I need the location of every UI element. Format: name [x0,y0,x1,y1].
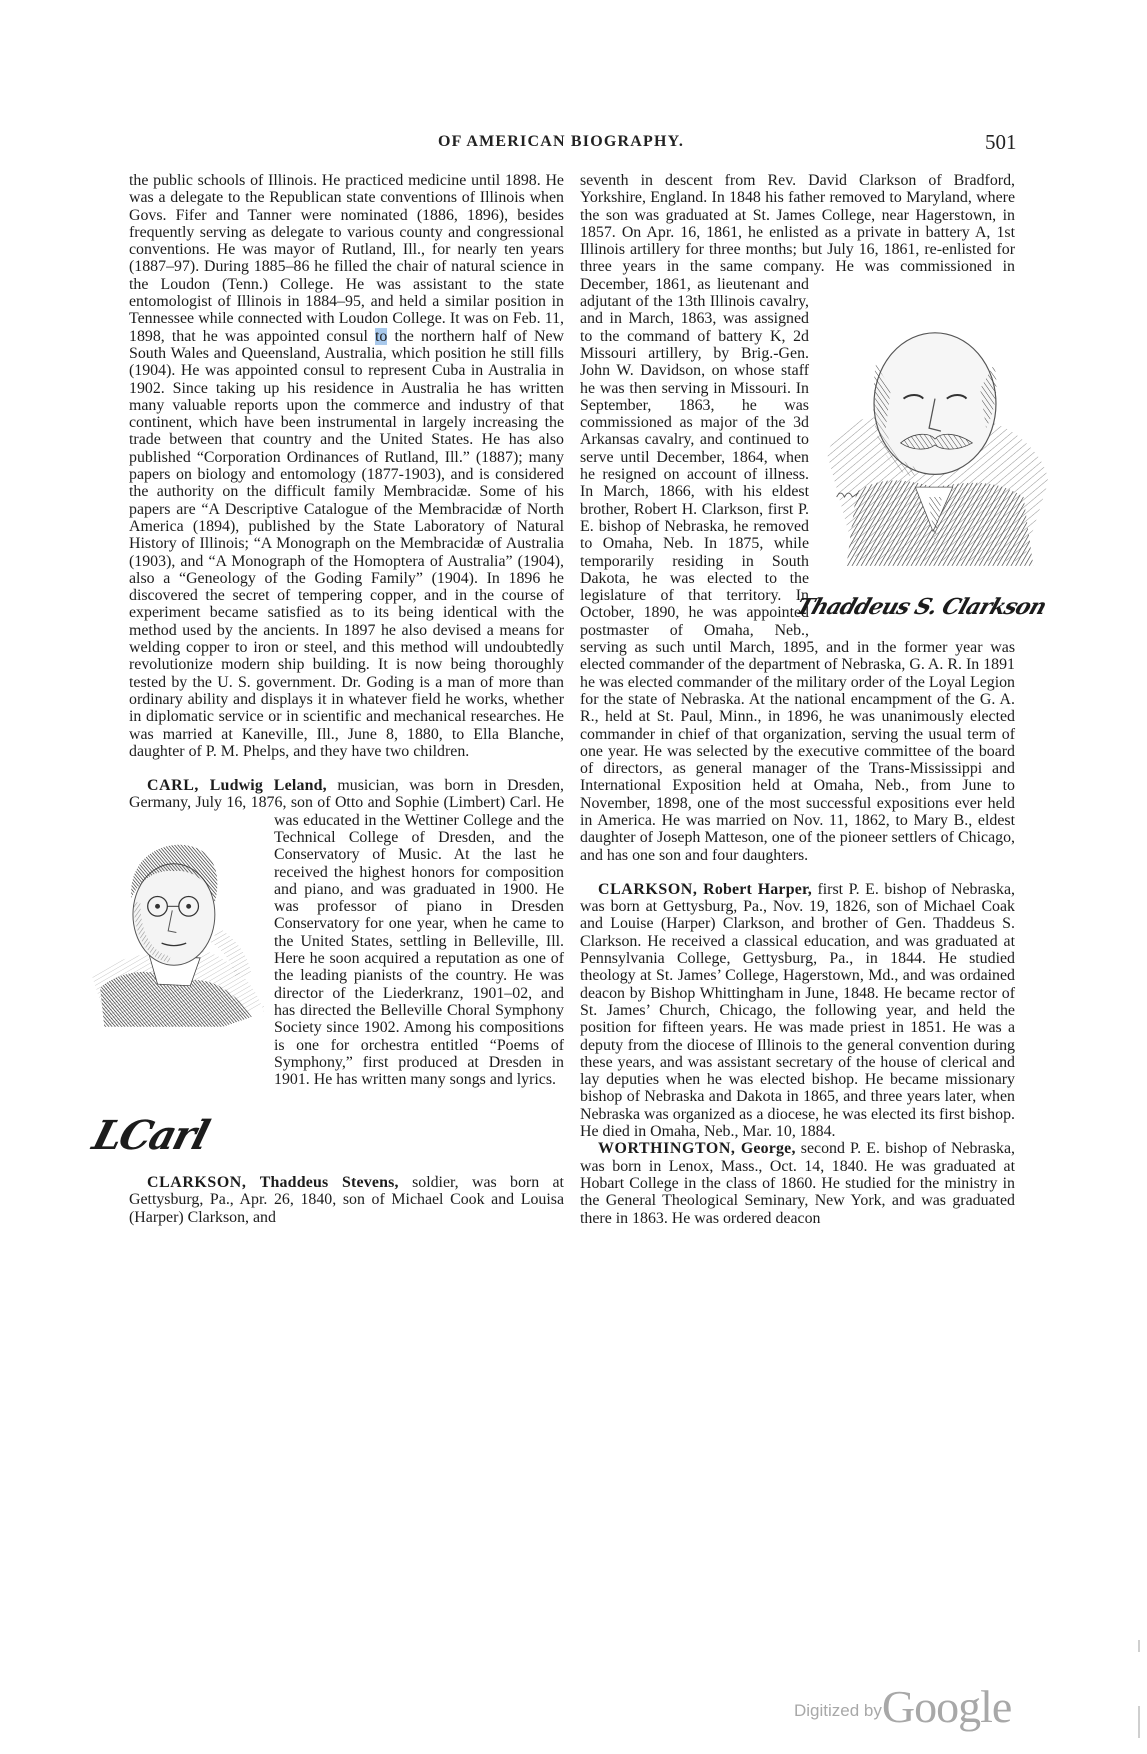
google-watermark: Digitized byGoogle [794,1681,1012,1732]
carl-entry [87,777,564,1160]
left-column [87,172,564,1226]
clarkson-thaddeus-entry: CLARKSON, Thaddeus Stevens, soldier, was born at Gettysburg, Pa., Apr. 26, 1840, son of Michael Cook and Louisa (Harper) Clarkson, and [129,1174,564,1226]
running-head: OF AMERICAN BIOGRAPHY. [438,133,685,150]
layout-spacer [1052,172,1053,293]
carl-headword: CARL, Ludwig Leland, [147,777,327,795]
clarkson-engraving-image [817,293,1053,583]
page-number: 501 [985,130,1017,154]
clarkson-portrait [792,293,1053,633]
carl-engraving-image [92,812,264,1112]
layout-spacer [92,777,93,812]
clarkson-robert-headword: CLARKSON, Robert Harper, [598,880,812,898]
right-column [580,172,1050,1227]
worthington-headword: WORTHINGTON, George, [598,1140,796,1158]
selected-word[interactable]: to [374,327,388,345]
clarkson-signature: Thaddeus S. Clarkson [792,594,1050,620]
scan-artifact [1138,1640,1140,1652]
carl-portrait [87,812,264,1174]
google-logo: Google [881,1681,1012,1732]
scan-artifact [1138,1706,1140,1738]
goding-entry-continuation: the public schools of Illinois. He practiced medicine until 1898. He was a delegate to the Republican state conventions of Illinois when Govs. Fifer and Tanner were nominated (1886, 1896), besides frequently serving as delegate to various county and congressional conventions. He was mayor of Rutland, Ill., for nearly ten years (1887–97). During 1885–86 he filled the chair of natural science in the Loudon (Tenn.) College. He was assistant to the state entomologist of Illinois in 1884–95, and held a similar position in Tennessee while connected with Loudon College. It was on Feb. 11, 1898, that he was appointed consul to the northern half of New South Wales and Queensland, Australia, which position he still fills (1904). He was appointed consul to represent Cuba in Australia in 1902. Since taking up his residence in Australia he has written many valuable reports upon the commerce and industry of that continent, which have been instrumental in largely increasing the trade between that country and the United States. He has also published “Corporation Ordinances of Rutland, Ill.” (1887); many papers on biology and entomology (1877-1903), and is considered the authority on the difficult family Membracidæ. Some of his papers are “A Descriptive Catalogue of the Membracidæ of North America (1894), published by the State Laboratory of Natural History of Illinois; “A Monograph on the Membracidæ of Australia (1903), and “A Monograph of the Homoptera of Australia” (1904), also a “Geneology of the Goding Family” (1904). In 1896 he discovered the secret of tempering copper, and in the course of experiment became satisfied as to its being identical with the method used by the ancients. In 1897 he also devised a means for welding copper to iron or steel, and this method will undoubtedly revolutionize modern ship building. It is now being thoroughly tested by the U. S. government. Dr. Goding is a man of more than ordinary ability and displays it in whatever field he works, whether in diplomatic service or in scientific and mechanical researches. He was married at Kaneville, Ill., June 8, 1880, to Ella Blanche, daughter of P. M. Phelps, and they have two children. [129,172,564,760]
clarkson-thaddeus-continuation: Thaddeus S. Clarkson seventh in descent from Rev. David Clarkson of Bradford, Yorkshire, England. In 1848 his father removed to Maryland, where the son was graduated at St. James College, near Hagerstown, in 1857. On Apr. 16, 1861, he enlisted as a private in battery A, 1st Illinois artillery for three months; but July 16, 1861, re-enlisted for three years in the same company. He was commissioned in December, 1861, as lieutenant and adjutant of the 13th Illinois cavalry, and in March, 1863, was assigned to the command of battery K, 2d Missouri artillery, by Brig.-Gen. John W. Davidson, on whose staff he was then serving in Missouri. In September, 1863, he was commissioned as major of the 3d Arkansas cavalry, and continued to serve until December, 1864, when he resigned on account of illness. In March, 1866, with his eldest brother, Robert H. Clarkson, first P. E. bishop of Nebraska, he removed to Omaha, Neb. In 1875, while temporarily residing in South Dakota, he was elected to the legislature of that territory. In October, 1890, he was appointed postmaster of Omaha, Neb., serving as such until March, 1895, and in the former year was elected commander of the department of Nebraska, G. A. R. In 1891 he was elected commander of the military order of the Loyal Legion for the state of Nebraska. At the national encampment of the G. A. R., held at St. Paul, Minn., in 1896, he was unanimously elected commander in chief of that organization, serving the usual term of one year. He was selected by the executive committee of the board of directors, as general manager of the Trans-Mississippi and International Exposition held at Omaha, Neb., from June to November, 1898, one of the most successful expositions ever held in America. He was married on Nov. 11, 1862, to Mary B., eldest daughter of Joseph Matteson, one of the pioneer settlers of Chicago, and has one son and four daughters. [580,172,1015,864]
clarkson-robert-entry: CLARKSON, Robert Harper, first P. E. bishop of Nebraska, was born at Gettysburg, Pa., Nov. 19, 1826, son of Michael Coak and Louise (Harper) Clarkson, and brother of Gen. Thaddeus S. Clarkson. He received a classical education, and was graduated at Pennsylvania College, Gettysburg, Pa., in 1844. He studied theology at St. James’ College, Hagerstown, Md., and was ordained deacon by Bishop Whittingham in June, 1848. He became rector of St. James’ Church, Chicago, the following year, and held the position for fifteen years. He was made priest in 1851. He was a deputy from the diocese of Illinois to the general convention during these years, and was assistant secretary of the house of clerical and lay deputies when he was elected bishop. He became missionary bishop of Nebraska and Dakota in 1865, and three years later, when Nebraska was organized as a diocese, he was elected its first bishop. He died in Omaha, Neb., Mar. 10, 1884. [580,880,1015,1141]
carl-entry-body: musician, was born in Dresden, Germany, July 16, 1876, son of Otto and Sophie (Limbert) Carl. He was educated in the Wettiner College and the Technical College of Dresden, and the Conservatory of Music. At the last he received the highest honors for composition and piano, and was graduated in 1900. He was professor of piano in Dresden Conservatory for one year, when he came to the United States, settling in Belleville, Ill. Here he soon acquired a reputation as one of the leading pianists of the country. He was director of the Liederkranz, 1901–02, and has directed the Belleville Choral Symphony Society since 1902. Among his compositions is one for orchestra entitled “Poems of Symphony,” first produced at Dresden in 1901. He has written many songs and lyrics. [129,777,564,1089]
clarkson-thaddeus-headword: CLARKSON, Thaddeus Stevens, [147,1174,399,1192]
worthington-entry: WORTHINGTON, George, second P. E. bishop of Nebraska, was born in Lenox, Mass., Oct. 14, 1840. He was graduated at Hobart College in the class of 1860. He studied for the ministry in the General Theological Seminary, New York, and was graduated there in 1863. He was ordered deacon [580,1140,1015,1227]
carl-signature: LCarl [87,1112,213,1160]
